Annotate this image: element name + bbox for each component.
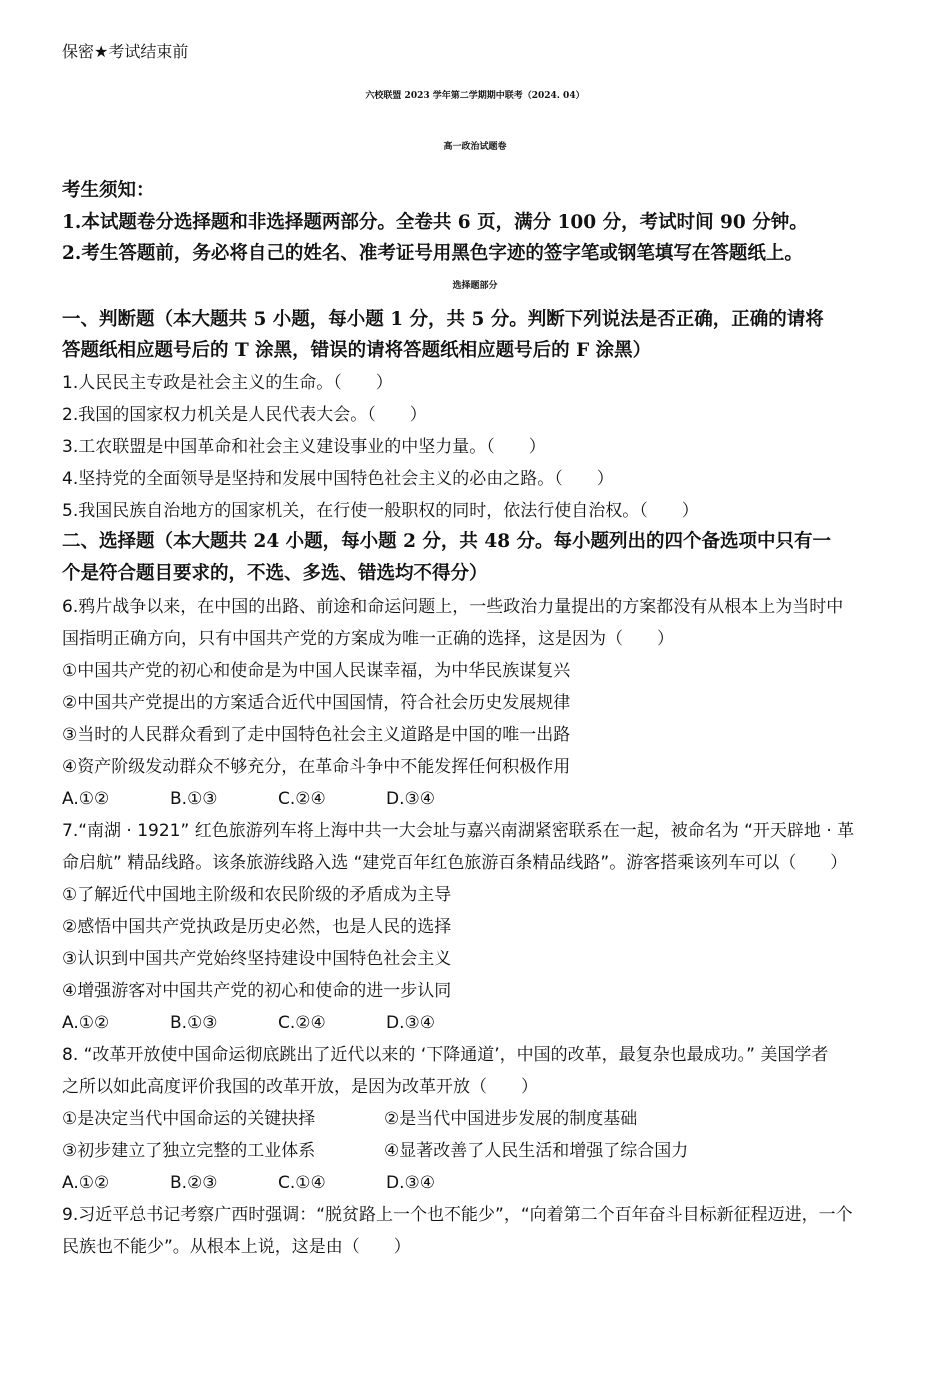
section1-heading: 答题纸相应题号后的 T 涂黑，错误的请将答题纸相应题号后的 F 涂黑） <box>62 340 652 361</box>
question-item: 5.我国民族自治地方的国家机关，在行使一般职权的同时，依法行使自治权。（ ） <box>62 501 699 521</box>
option-a: A.①② <box>62 1013 110 1033</box>
statement-row <box>62 1140 688 1162</box>
question-stem: 9.习近平总书记考察广西时强调：“脱贫路上一个也不能少”，“向着第二个百年奋斗目标新征程迈进，一个 <box>62 1205 853 1225</box>
statement: ①了解近代中国地主阶级和农民阶级的矛盾成为主导 <box>62 885 452 905</box>
notice-heading: 考生须知： <box>62 180 155 201</box>
exam-title: 六校联盟 2023 学年第二学期期中联考（2024. 04） <box>365 91 585 101</box>
question-item: 1.人民民主专政是社会主义的生命。（ ） <box>62 373 393 393</box>
option-b: B.①③ <box>170 1013 218 1033</box>
option-c: C.①④ <box>278 1173 326 1193</box>
statement: ①是决定当代中国命运的关键抉择 <box>62 1109 316 1129</box>
statement: ④显著改善了人民生活和增强了综合国力 <box>384 1141 689 1161</box>
statement: ④增强游客对中国共产党的初心和使命的进一步认同 <box>62 981 452 1001</box>
confidential-label: 保密★考试结束前 <box>62 42 189 61</box>
question-item: 3.工农联盟是中国革命和社会主义建设事业的中坚力量。（ ） <box>62 437 546 457</box>
section2-heading: 二、选择题（本大题共 24 小题，每小题 2 分，共 48 分。每小题列出的四个备选项中只有一 <box>62 531 832 552</box>
section1-heading: 一、判断题（本大题共 5 小题，每小题 1 分，共 5 分。判断下列说法是否正确，正确的请将 <box>62 309 824 330</box>
option-c: C.②④ <box>278 1013 326 1033</box>
statement: ③认识到中国共产党始终坚持建设中国特色社会主义 <box>62 949 452 969</box>
question-stem: 8. “改革开放使中国命运彻底跳出了近代以来的 ‘下降通道’，中国的改革，最复杂也最成功。” 美国学者 <box>62 1045 829 1065</box>
question-item: 2.我国的国家权力机关是人民代表大会。（ ） <box>62 405 427 425</box>
statement-row <box>62 1108 637 1130</box>
notice-item: 1.本试题卷分选择题和非选择题两部分。全卷共 6 页，满分 100 分，考试时间 90 分钟。 <box>62 212 808 233</box>
question-stem: 7.“南湖 · 1921” 红色旅游列车将上海中共一大会址与嘉兴南湖紧密联系在一起，被命名为 “开天辟地 · 革 <box>62 821 855 841</box>
section2-heading: 个是符合题目要求的，不选、多选、错选均不得分） <box>62 563 488 584</box>
question-item: 4.坚持党的全面领导是坚持和发展中国特色社会主义的必由之路。（ ） <box>62 469 614 489</box>
answer-options <box>62 1012 435 1034</box>
statement: ②是当代中国进步发展的制度基础 <box>384 1109 638 1129</box>
option-d: D.③④ <box>386 1173 435 1193</box>
option-d: D.③④ <box>386 789 435 809</box>
statement: ②中国共产党提出的方案适合近代中国国情，符合社会历史发展规律 <box>62 693 571 713</box>
answer-options <box>62 1172 435 1194</box>
question-stem: 民族也不能少”。从根本上说，这是由（ ） <box>62 1237 411 1257</box>
option-d: D.③④ <box>386 1013 435 1033</box>
answer-options <box>62 788 435 810</box>
question-stem: 6.鸦片战争以来，在中国的出路、前途和命运问题上，一些政治力量提出的方案都没有从根本上为当时中 <box>62 597 844 617</box>
option-b: B.①③ <box>170 789 218 809</box>
option-a: A.①② <box>62 1173 110 1193</box>
option-b: B.②③ <box>170 1173 218 1193</box>
part-title: 选择题部分 <box>452 281 498 291</box>
question-stem: 之所以如此高度评价我国的改革开放，是因为改革开放（ ） <box>62 1077 538 1097</box>
notice-item: 2.考生答题前，务必将自己的姓名、准考证号用黑色字迹的签字笔或钢笔填写在答题纸上。 <box>62 243 803 264</box>
option-c: C.②④ <box>278 789 326 809</box>
statement: ②感悟中国共产党执政是历史必然，也是人民的选择 <box>62 917 452 937</box>
statement: ③初步建立了独立完整的工业体系 <box>62 1141 316 1161</box>
statement: ①中国共产党的初心和使命是为中国人民谋幸福，为中华民族谋复兴 <box>62 661 571 681</box>
exam-subtitle: 高一政治试题卷 <box>443 142 507 152</box>
statement: ④资产阶级发动群众不够充分，在革命斗争中不能发挥任何积极作用 <box>62 757 571 777</box>
question-stem: 国指明正确方向，只有中国共产党的方案成为唯一正确的选择，这是因为（ ） <box>62 629 674 649</box>
statement: ③当时的人民群众看到了走中国特色社会主义道路是中国的唯一出路 <box>62 725 571 745</box>
option-a: A.①② <box>62 789 110 809</box>
question-stem: 命启航” 精品线路。该条旅游线路入选 “建党百年红色旅游百条精品线路”。游客搭乘该列车可以（ ） <box>62 853 848 873</box>
